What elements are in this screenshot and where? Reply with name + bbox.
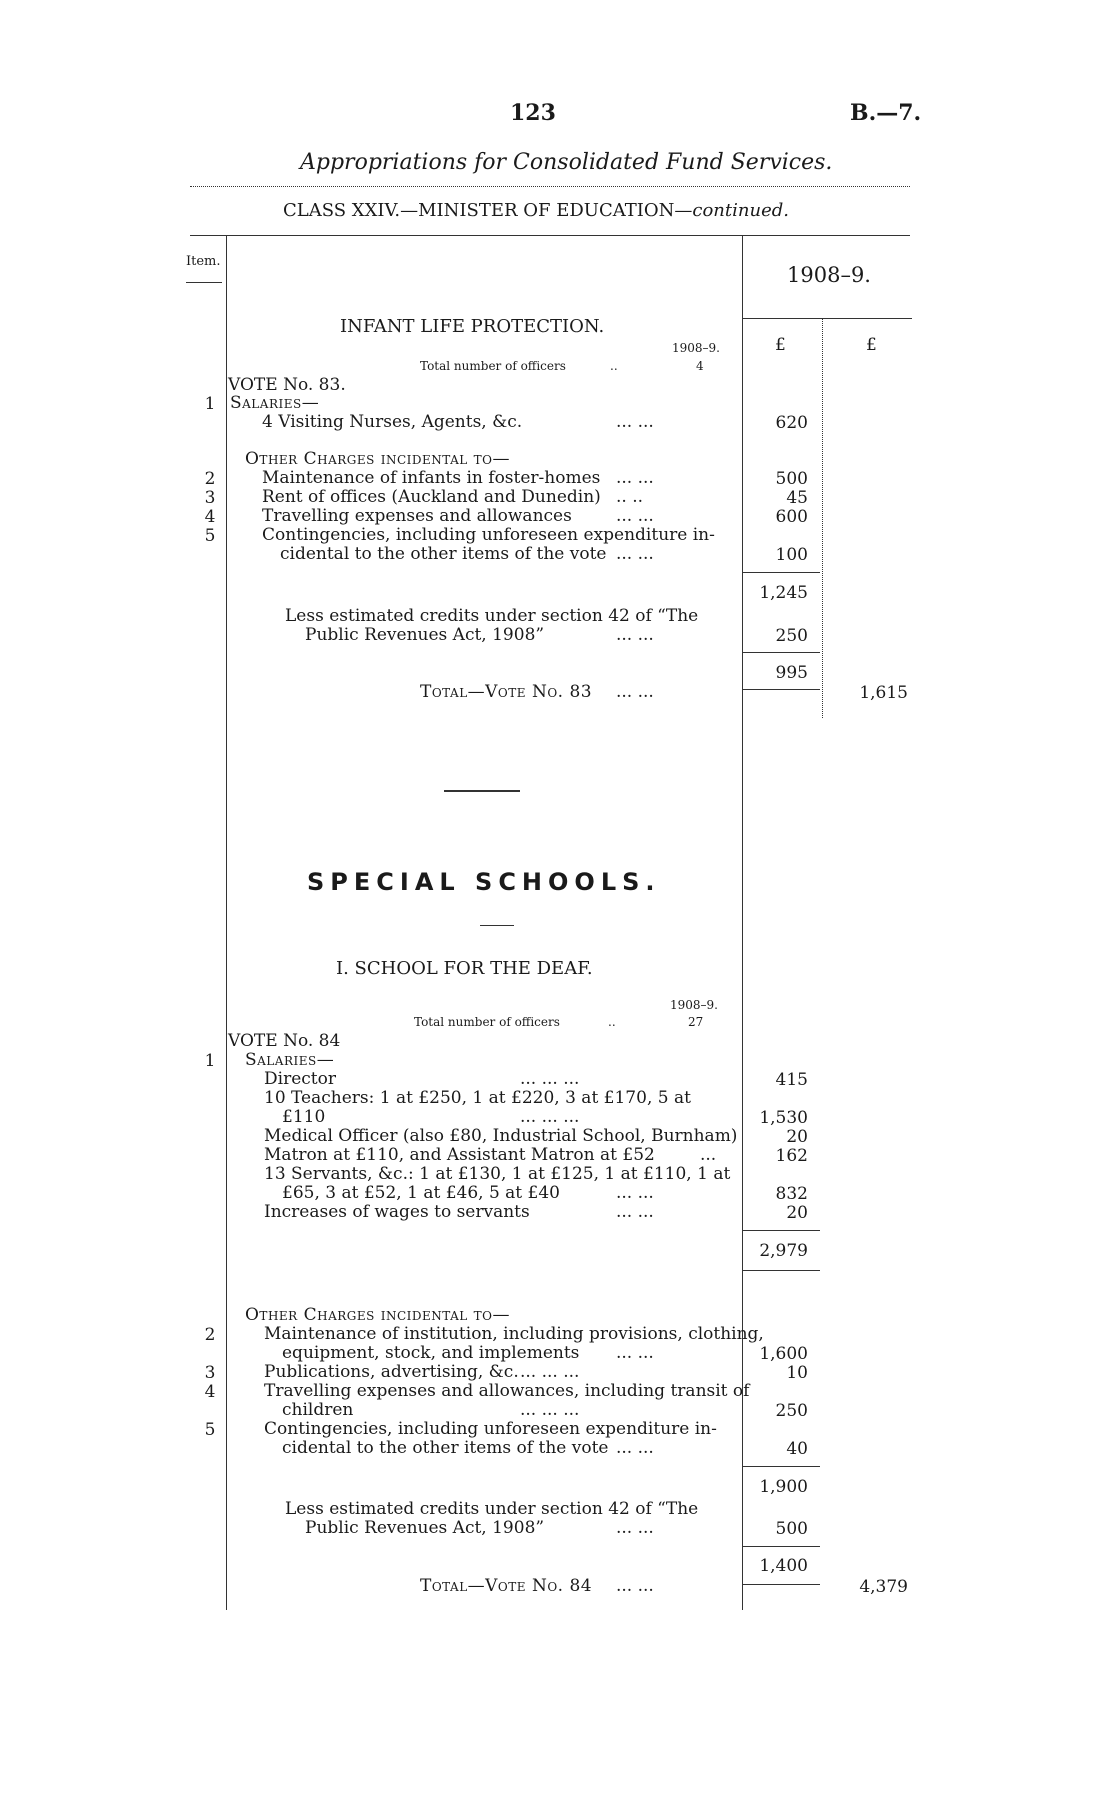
infant-vote: VOTE No. 83. — [228, 375, 346, 395]
deaf-net-under-rule — [742, 1584, 820, 1585]
infant-less-line1: Less estimated credits under section 42 of “The — [285, 606, 699, 626]
deaf-less-amount: 500 — [775, 1519, 808, 1539]
deaf-other-label: Other Charges incidental to— — [245, 1305, 511, 1325]
deaf-salary-text: Director — [264, 1069, 336, 1089]
infant-salaries-item: 1 — [204, 394, 216, 414]
deaf-salary-amount: 415 — [775, 1070, 808, 1090]
infant-charge-dots: ... ... — [616, 506, 654, 526]
infant-less-amount: 250 — [775, 626, 808, 646]
deaf-charge-text: equipment, stock, and implements — [282, 1343, 580, 1363]
page-title: Appropriations for Consolidated Fund Services. — [300, 150, 833, 175]
deaf-less-line2: Public Revenues Act, 1908” — [305, 1518, 545, 1538]
deaf-charge-amount: 10 — [786, 1363, 808, 1383]
deaf-charge-dots: ... ... — [616, 1343, 654, 1363]
infant-charge-dots: ... ... — [616, 468, 654, 488]
deaf-charge-text: children — [282, 1400, 354, 1420]
deaf-charge-item: 2 — [204, 1325, 216, 1345]
deaf-salary-amount: 1,530 — [759, 1108, 808, 1128]
infant-officers-dots: .. — [610, 359, 618, 373]
deaf-salary-dots: ... ... ... — [520, 1107, 580, 1127]
infant-total-dots: ... ... — [616, 682, 654, 702]
infant-charge-item: 2 — [204, 469, 216, 489]
deaf-salaries-item: 1 — [204, 1051, 216, 1071]
infant-charge-text: Travelling expenses and allowances — [262, 506, 572, 526]
deaf-vote: VOTE No. 84 — [228, 1031, 341, 1051]
deaf-salary-dots: ... — [700, 1145, 717, 1165]
item-column-label: Item. — [186, 254, 221, 269]
pound-sign-total: £ — [866, 335, 877, 355]
infant-salaries-label: Salaries— — [230, 393, 320, 413]
infant-contingencies-cont: cidental to the other items of the vote — [280, 544, 607, 564]
deaf-officers-label: Total number of officers — [414, 1015, 560, 1029]
special-heading: SPECIAL SCHOOLS. — [307, 868, 661, 896]
deaf-salary-amount: 20 — [786, 1203, 808, 1223]
infant-charge-amount: 600 — [775, 507, 808, 527]
infant-charge-item: 3 — [204, 488, 216, 508]
deaf-officers-count: 27 — [688, 1015, 704, 1029]
report-code: B.—7. — [850, 100, 922, 126]
deaf-officers-year: 1908–9. — [670, 998, 718, 1012]
infant-contingencies-amount: 100 — [775, 545, 808, 565]
deaf-charge-amount: 1,600 — [759, 1344, 808, 1364]
deaf-less-line1: Less estimated credits under section 42 of “The — [285, 1499, 699, 1519]
deaf-salary-text: Medical Officer (also £80, Industrial School, Burnham) — [264, 1126, 738, 1146]
deaf-charge-dots: ... ... ... — [520, 1400, 580, 1420]
infant-officers-count: 4 — [696, 359, 704, 373]
special-heading-rule — [480, 925, 514, 926]
deaf-total-amount: 4,379 — [859, 1577, 908, 1597]
infant-total-amount: 1,615 — [859, 683, 908, 703]
infant-less-dots: ... ... — [616, 625, 654, 645]
infant-contingencies-dots: ... ... — [616, 544, 654, 564]
deaf-charge-item: 3 — [204, 1363, 216, 1383]
section-divider — [444, 790, 520, 792]
infant-officers-year: 1908–9. — [672, 341, 720, 355]
year-rule — [742, 318, 912, 319]
infant-charge-text: Maintenance of infants in foster-homes — [262, 468, 601, 488]
class-heading — [283, 200, 789, 221]
class-heading-main: CLASS XXIV.—MINISTER OF EDUCATION— — [283, 200, 693, 221]
deaf-charge-item: 4 — [204, 1382, 216, 1402]
deaf-total-dots: ... ... — [616, 1576, 654, 1596]
deaf-salary-amount: 162 — [775, 1146, 808, 1166]
deaf-charge-dots: ... ... — [616, 1438, 654, 1458]
page-number: 123 — [510, 100, 556, 126]
pound-sign-amount: £ — [775, 335, 786, 355]
infant-subtotal: 1,245 — [759, 583, 808, 603]
deaf-salary-text: £110 — [282, 1107, 326, 1127]
infant-charge-amount: 500 — [775, 469, 808, 489]
deaf-salaries-rule — [742, 1230, 820, 1231]
deaf-salary-text: Increases of wages to servants — [264, 1202, 530, 1222]
deaf-salary-text: 10 Teachers: 1 at £250, 1 at £220, 3 at £170, 5 at — [264, 1088, 691, 1108]
infant-charge-amount: 45 — [786, 488, 808, 508]
infant-salaries-line: 4 Visiting Nurses, Agents, &c. — [262, 412, 523, 432]
class-heading-continued: continued. — [692, 200, 789, 221]
deaf-officers-dots: .. — [608, 1015, 616, 1029]
infant-charge-item: 4 — [204, 507, 216, 527]
deaf-salary-text: Matron at £110, and Assistant Matron at £52 — [264, 1145, 655, 1165]
deaf-salary-dots: ... ... — [616, 1202, 654, 1222]
deaf-salary-text: 13 Servants, &c.: 1 at £130, 1 at £125, 1 at £110, 1 at — [264, 1164, 731, 1184]
deaf-net-rule — [742, 1546, 820, 1547]
deaf-less-dots: ... ... — [616, 1518, 654, 1538]
deaf-heading: I. SCHOOL FOR THE DEAF. — [336, 958, 593, 979]
deaf-salaries-total: 2,979 — [759, 1241, 808, 1261]
infant-net-rule — [742, 652, 820, 653]
deaf-charge-amount: 250 — [775, 1401, 808, 1421]
infant-officers-label: Total number of officers — [420, 359, 566, 373]
year-column-label: 1908–9. — [787, 263, 871, 287]
deaf-salaries-label: Salaries— — [245, 1050, 335, 1070]
infant-heading: INFANT LIFE PROTECTION. — [340, 316, 605, 337]
deaf-charge-text: Contingencies, including unforeseen expenditure in- — [264, 1419, 717, 1439]
deaf-salary-dots: ... ... — [616, 1183, 654, 1203]
infant-other-label: Other Charges incidental to— — [245, 449, 511, 469]
deaf-salary-text: £65, 3 at £52, 1 at £46, 5 at £40 — [282, 1183, 560, 1203]
deaf-charge-text: Travelling expenses and allowances, including transit of — [264, 1381, 750, 1401]
deaf-subtotal-rule — [742, 1466, 820, 1467]
deaf-salaries-under-rule — [742, 1270, 820, 1271]
deaf-subtotal: 1,900 — [759, 1477, 808, 1497]
infant-net-under-rule — [742, 689, 820, 690]
total-column-line — [822, 318, 823, 718]
infant-less-line2: Public Revenues Act, 1908” — [305, 625, 545, 645]
title-rule — [190, 186, 910, 187]
infant-salaries-amount: 620 — [775, 413, 808, 433]
deaf-charge-text: Maintenance of institution, including provisions, clothing, — [264, 1324, 764, 1344]
deaf-charge-dots: ... ... ... — [520, 1362, 580, 1382]
infant-charge-dots: .. .. — [616, 487, 644, 507]
deaf-net: 1,400 — [759, 1556, 808, 1576]
deaf-charge-text: Publications, advertising, &c. — [264, 1362, 519, 1382]
item-column-line — [226, 235, 227, 1610]
deaf-salary-amount: 832 — [775, 1184, 808, 1204]
deaf-charge-amount: 40 — [786, 1439, 808, 1459]
deaf-total-label: Total—Vote No. 84 — [420, 1576, 593, 1596]
deaf-charge-text: cidental to the other items of the vote — [282, 1438, 609, 1458]
infant-salaries-dots: ... ... — [616, 412, 654, 432]
infant-charge-text: Contingencies, including unforeseen expenditure in- — [262, 525, 715, 545]
infant-charge-text: Rent of offices (Auckland and Dunedin) — [262, 487, 601, 507]
item-label-rule — [186, 282, 222, 283]
infant-charge-item: 5 — [204, 526, 216, 546]
infant-total-label: Total—Vote No. 83 — [420, 682, 593, 702]
deaf-charge-item: 5 — [204, 1420, 216, 1440]
deaf-salary-dots: ... ... ... — [520, 1069, 580, 1089]
infant-net: 995 — [775, 663, 808, 683]
infant-subtotal-rule — [742, 572, 820, 573]
deaf-salary-amount: 20 — [786, 1127, 808, 1147]
header-rule — [190, 235, 910, 236]
